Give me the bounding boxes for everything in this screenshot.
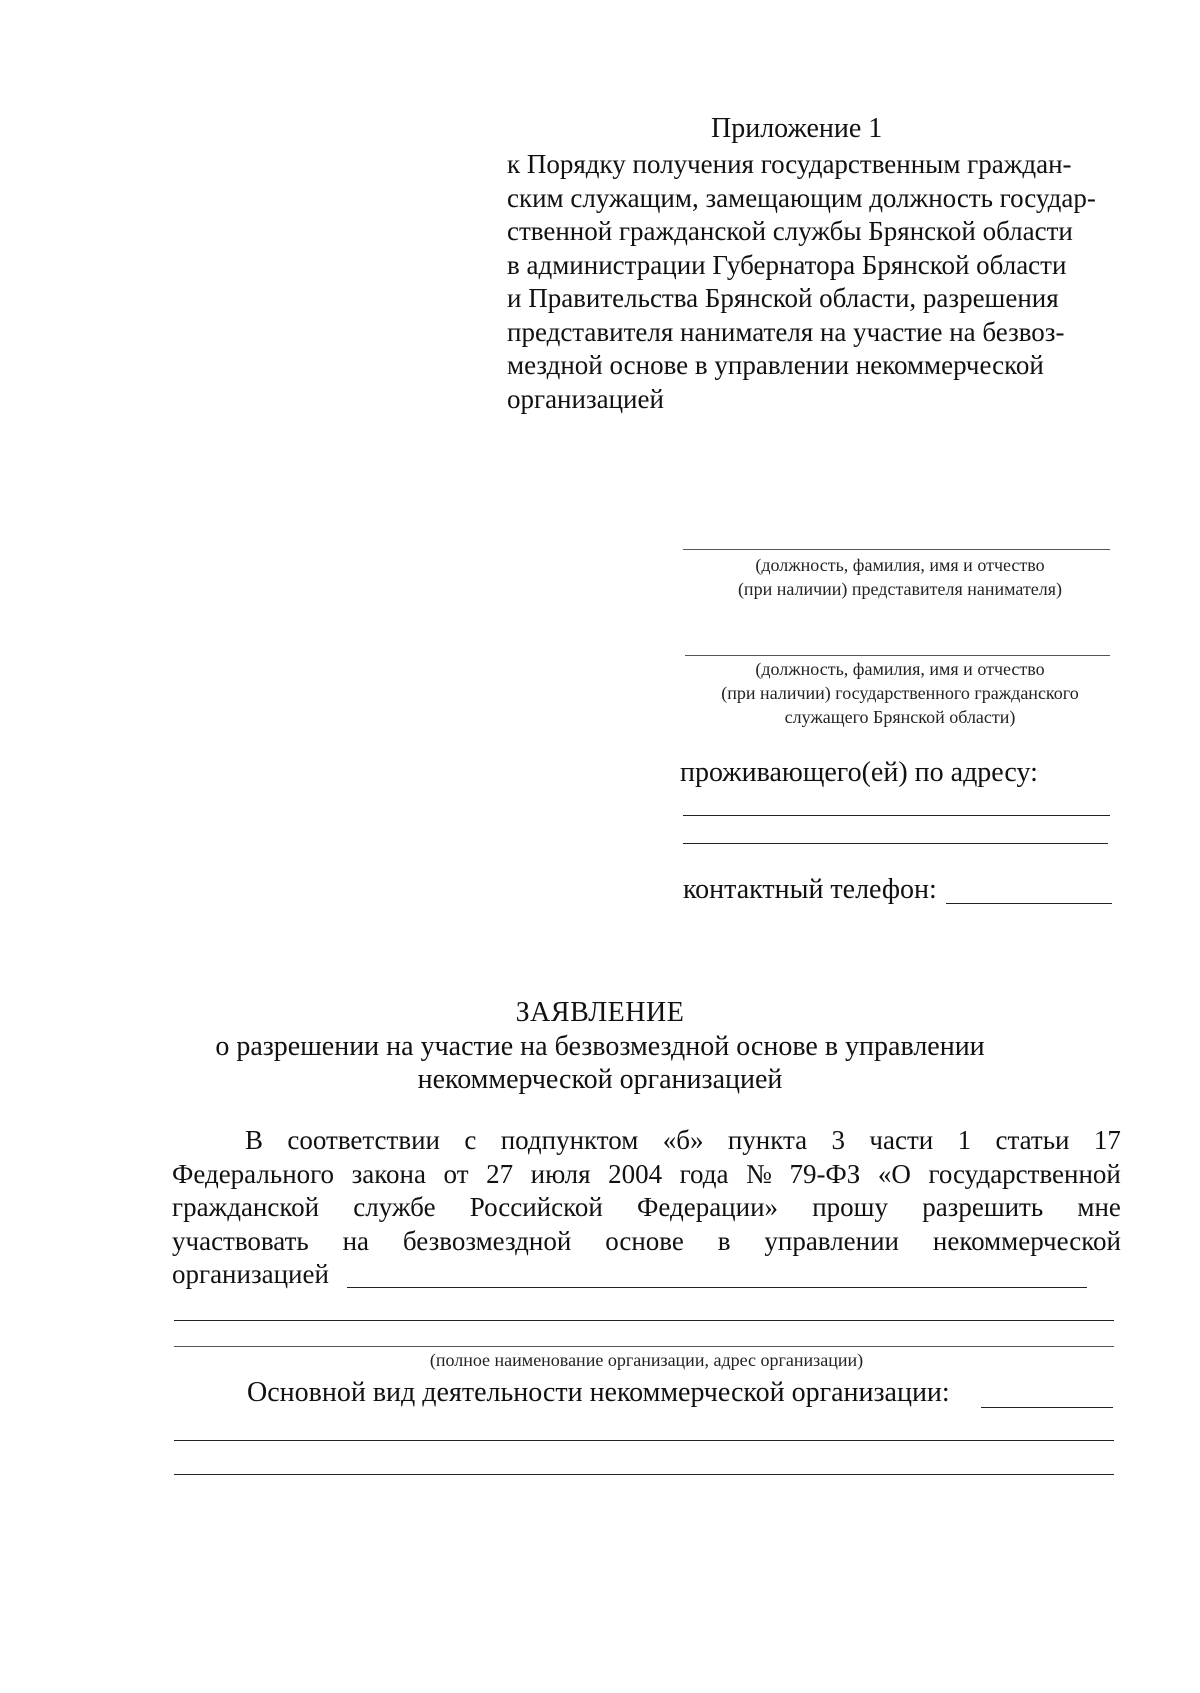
address-line-2[interactable] (683, 843, 1108, 844)
activity-label: Основной вид деятельности некоммерческой организации: (247, 1377, 950, 1408)
paragraph-word: на (342, 1225, 370, 1256)
caption-line: служащего Брянской области) (784, 707, 1016, 727)
paragraph-word: 27 (486, 1158, 514, 1189)
paragraph-word: июля (530, 1158, 591, 1189)
paragraph-last-line: организацией (172, 1259, 329, 1289)
activity-field-line[interactable] (981, 1407, 1113, 1408)
caption-line: (при наличии) государственного гражданского (721, 683, 1079, 703)
activity-line-1[interactable] (174, 1440, 1114, 1441)
appendix-title: Приложение 1 (711, 113, 883, 144)
organization-name-line-1[interactable] (347, 1287, 1087, 1288)
paragraph-word: мне (1077, 1192, 1121, 1222)
paragraph-word: статьи (995, 1125, 1070, 1155)
paragraph-row (172, 1124, 1121, 1158)
appendix-line: ским служащим, замещающим должность государ- (507, 182, 1096, 213)
paragraph-word: года (679, 1158, 729, 1189)
paragraph-word: 2004 (608, 1158, 663, 1189)
organization-name-line-3[interactable] (174, 1346, 1114, 1347)
paragraph-word: Российской (469, 1192, 603, 1222)
paragraph-word: службе (353, 1192, 436, 1222)
phone-field-line[interactable] (946, 903, 1112, 904)
paragraph-word: прошу (812, 1192, 888, 1222)
employer-caption (690, 553, 1110, 601)
statement-title: ЗАЯВЛЕНИЕ (515, 997, 685, 1028)
appendix-line: ственной гражданской службы Брянской области (507, 216, 1073, 246)
address-label: проживающего(ей) по адресу: (680, 757, 1038, 788)
appendix-line: к Порядку получения государственным граждан- (507, 149, 1072, 179)
paragraph-word: закона (351, 1158, 426, 1189)
appendix-body (507, 148, 1147, 416)
statement-paragraph (172, 1124, 1121, 1292)
paragraph-word: государственной (928, 1158, 1121, 1189)
paragraph-word: участвовать (172, 1225, 309, 1256)
paragraph-word: части (869, 1125, 934, 1155)
paragraph-word: соответствии (287, 1125, 440, 1155)
paragraph-word: «б» (662, 1125, 704, 1155)
appendix-line: мездной основе в управлении некоммерческой (507, 350, 1044, 380)
servant-caption (690, 657, 1110, 729)
paragraph-word: подпунктом (500, 1125, 639, 1155)
paragraph-word: с (464, 1125, 477, 1155)
paragraph-word: № (746, 1158, 772, 1189)
address-line-1[interactable] (683, 815, 1110, 816)
appendix-line: представителя нанимателя на участие на безвоз- (507, 316, 1065, 347)
appendix-line: организацией (507, 383, 664, 414)
paragraph-word: разрешить (922, 1192, 1044, 1222)
paragraph-word: «О (877, 1158, 911, 1189)
paragraph-word: основе (605, 1225, 684, 1256)
paragraph-word: от (443, 1158, 469, 1189)
appendix-line: и Правительства Брянской области, разрешения (507, 283, 1059, 313)
paragraph-word: Федерации» (637, 1192, 779, 1222)
phone-label: контактный телефон: (683, 874, 937, 905)
statement-subtitle-line: некоммерческой организацией (417, 1064, 783, 1095)
paragraph-word: в (717, 1225, 731, 1256)
organization-caption: (полное наименование организации, адрес организации) (429, 1350, 864, 1370)
paragraph-row (172, 1191, 1121, 1225)
servant-name-line[interactable] (685, 655, 1110, 656)
activity-line-2[interactable] (174, 1474, 1114, 1475)
paragraph-word: безвозмездной (402, 1225, 572, 1256)
paragraph-word: 17 (1093, 1125, 1121, 1155)
paragraph-word: 79-ФЗ (789, 1158, 861, 1189)
appendix-line: в администрации Губернатора Брянской области (507, 249, 1067, 280)
paragraph-word: Федерального (172, 1158, 335, 1189)
paragraph-word: пункта (727, 1125, 808, 1155)
caption-line: (должность, фамилия, имя и отчество (755, 659, 1045, 679)
paragraph-row (172, 1158, 1121, 1192)
paragraph-row (172, 1225, 1121, 1259)
caption-line: (должность, фамилия, имя и отчество (755, 555, 1045, 575)
paragraph-word: некоммерческой (932, 1225, 1121, 1256)
paragraph-word: 3 (831, 1125, 846, 1155)
paragraph-word: гражданской (172, 1192, 320, 1222)
paragraph-word: В (245, 1125, 264, 1155)
employer-name-line[interactable] (683, 549, 1110, 550)
paragraph-word: управлении (764, 1225, 900, 1256)
caption-line: (при наличии) представителя нанимателя) (737, 579, 1063, 599)
organization-name-line-2[interactable] (174, 1320, 1114, 1321)
paragraph-word: 1 (957, 1125, 972, 1155)
statement-subtitle-line: о разрешении на участие на безвозмездной основе в управлении (215, 1031, 985, 1062)
